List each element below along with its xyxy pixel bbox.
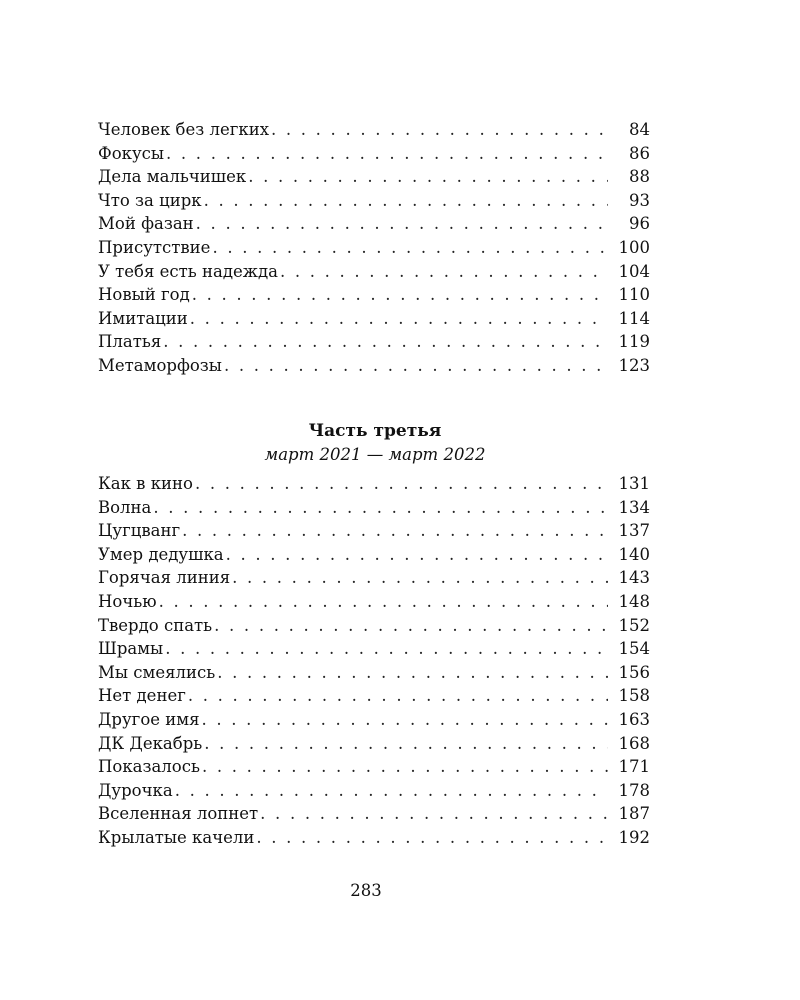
toc-entry-page: 154 <box>618 639 650 659</box>
dot-leader <box>204 732 608 756</box>
toc-entry-title: Мы смеялись <box>98 662 216 682</box>
toc-entry[interactable] <box>98 236 650 260</box>
toc-entry-page: 123 <box>618 355 650 375</box>
toc-entry-title: Метаморфозы <box>98 355 222 375</box>
toc-entry-page: 119 <box>618 332 650 352</box>
toc-entry-title: Другое имя <box>98 709 200 729</box>
toc-entry-title: Волна <box>98 497 152 517</box>
toc-entry-title: Что за цирк <box>98 190 202 210</box>
toc-entry[interactable] <box>98 802 650 826</box>
toc-entry[interactable] <box>98 684 650 708</box>
dot-leader <box>256 826 608 850</box>
toc-entry-page: 171 <box>618 757 650 777</box>
toc-entry[interactable] <box>98 755 650 779</box>
toc-entry-title: Человек без легких <box>98 120 269 139</box>
toc-entry-page: 148 <box>618 591 650 611</box>
toc-entry-page: 84 <box>629 120 650 139</box>
toc-entry[interactable] <box>98 142 650 166</box>
toc-entry[interactable] <box>98 354 650 378</box>
toc-entry-page: 158 <box>618 686 650 706</box>
toc-entry[interactable] <box>98 732 650 756</box>
toc-list-part-three <box>98 472 650 850</box>
toc-entry-page: 110 <box>618 285 650 305</box>
toc-entry[interactable] <box>98 330 650 354</box>
dot-leader <box>202 755 608 779</box>
dot-leader <box>204 189 608 213</box>
dot-leader <box>232 566 608 590</box>
toc-entry-title: Как в кино <box>98 474 193 493</box>
dot-leader <box>217 661 608 685</box>
dot-leader <box>202 708 608 732</box>
toc-entry-page: 137 <box>618 521 650 541</box>
toc-entry-title: Ночью <box>98 591 157 611</box>
toc-entry-page: 156 <box>618 662 650 682</box>
toc-entry-title: Горячая линия <box>98 568 231 588</box>
toc-entry-title: Присутствие <box>98 237 211 257</box>
toc-entry-page: 86 <box>629 143 650 163</box>
toc-entry[interactable] <box>98 519 650 543</box>
toc-entry[interactable] <box>98 283 650 307</box>
toc-entry-title: ДК Декабрь <box>98 733 203 753</box>
toc-entry[interactable] <box>98 472 650 496</box>
toc-entry-title: Мой фазан <box>98 214 194 234</box>
toc-entry-title: Шрамы <box>98 639 164 659</box>
dot-leader <box>224 354 608 378</box>
toc-entry[interactable] <box>98 661 650 685</box>
toc-entry-page: 131 <box>618 474 650 493</box>
toc-entry-page: 140 <box>618 544 650 564</box>
toc-entry-title: Имитации <box>98 308 188 328</box>
toc-entry[interactable] <box>98 826 650 850</box>
dot-leader <box>192 283 608 307</box>
toc-entry-title: Умер дедушка <box>98 544 224 564</box>
dot-leader <box>280 260 608 284</box>
toc-entry[interactable] <box>98 307 650 331</box>
toc-entry-page: 178 <box>618 780 650 800</box>
dot-leader <box>190 307 608 331</box>
toc-entry[interactable] <box>98 779 650 803</box>
toc-entry-title: Цугцванг <box>98 521 181 541</box>
dot-leader <box>159 590 608 614</box>
dot-leader <box>166 142 608 166</box>
toc-entry-page: 104 <box>618 261 650 281</box>
part-date-range: март 2021 — март 2022 <box>264 445 486 464</box>
toc-entry[interactable] <box>98 543 650 567</box>
toc-entry-title: Твердо спать <box>98 615 213 635</box>
toc-entry-page: 100 <box>618 237 650 257</box>
toc-entry-title: Вселенная лопнет <box>98 804 259 824</box>
toc-entry[interactable] <box>98 614 650 638</box>
toc-entry-page: 134 <box>618 497 650 517</box>
toc-entry-title: Новый год <box>98 285 190 305</box>
dot-leader <box>163 330 608 354</box>
toc-entry-page: 152 <box>618 615 650 635</box>
toc-entry-title: Дела мальчишек <box>98 167 247 187</box>
toc-entry[interactable] <box>98 637 650 661</box>
dot-leader <box>260 802 608 826</box>
toc-entry[interactable] <box>98 165 650 189</box>
dot-leader <box>271 118 608 142</box>
toc-entry-page: 168 <box>618 733 650 753</box>
toc-entry-page: 163 <box>618 709 650 729</box>
toc-entry-page: 192 <box>618 827 650 847</box>
dot-leader <box>248 165 608 189</box>
page-number: 283 <box>350 881 382 900</box>
toc-entry-page: 143 <box>618 568 650 588</box>
dot-leader <box>175 779 608 803</box>
toc-entry-title: Фокусы <box>98 143 165 163</box>
part-heading: Часть третья <box>308 421 442 441</box>
dot-leader <box>212 236 608 260</box>
toc-entry[interactable] <box>98 212 650 236</box>
dot-leader <box>165 637 608 661</box>
toc-entry-page: 187 <box>618 804 650 824</box>
toc-entry-title: Крылатые качели <box>98 827 255 847</box>
toc-entry[interactable] <box>98 189 650 213</box>
toc-list-part-two <box>98 118 650 378</box>
toc-entry[interactable] <box>98 496 650 520</box>
toc-entry-page: 88 <box>629 167 650 187</box>
dot-leader <box>195 472 608 496</box>
dot-leader <box>188 684 608 708</box>
toc-entry-page: 96 <box>629 214 650 234</box>
toc-entry-page: 93 <box>629 190 650 210</box>
toc-entry-title: Дурочка <box>98 780 173 800</box>
toc-entry[interactable] <box>98 590 650 614</box>
toc-entry[interactable] <box>98 708 650 732</box>
toc-entry-title: У тебя есть надежда <box>98 261 278 281</box>
dot-leader <box>153 496 608 520</box>
toc-entry-page: 114 <box>618 308 650 328</box>
toc-entry[interactable] <box>98 566 650 590</box>
dot-leader <box>196 212 608 236</box>
dot-leader <box>226 543 608 567</box>
toc-entry-title: Платья <box>98 332 162 352</box>
toc-entry-title: Нет денег <box>98 686 186 706</box>
toc-entry[interactable] <box>98 260 650 284</box>
toc-entry-title: Показалось <box>98 757 200 777</box>
toc-entry[interactable] <box>98 118 650 142</box>
dot-leader <box>182 519 608 543</box>
dot-leader <box>214 614 608 638</box>
